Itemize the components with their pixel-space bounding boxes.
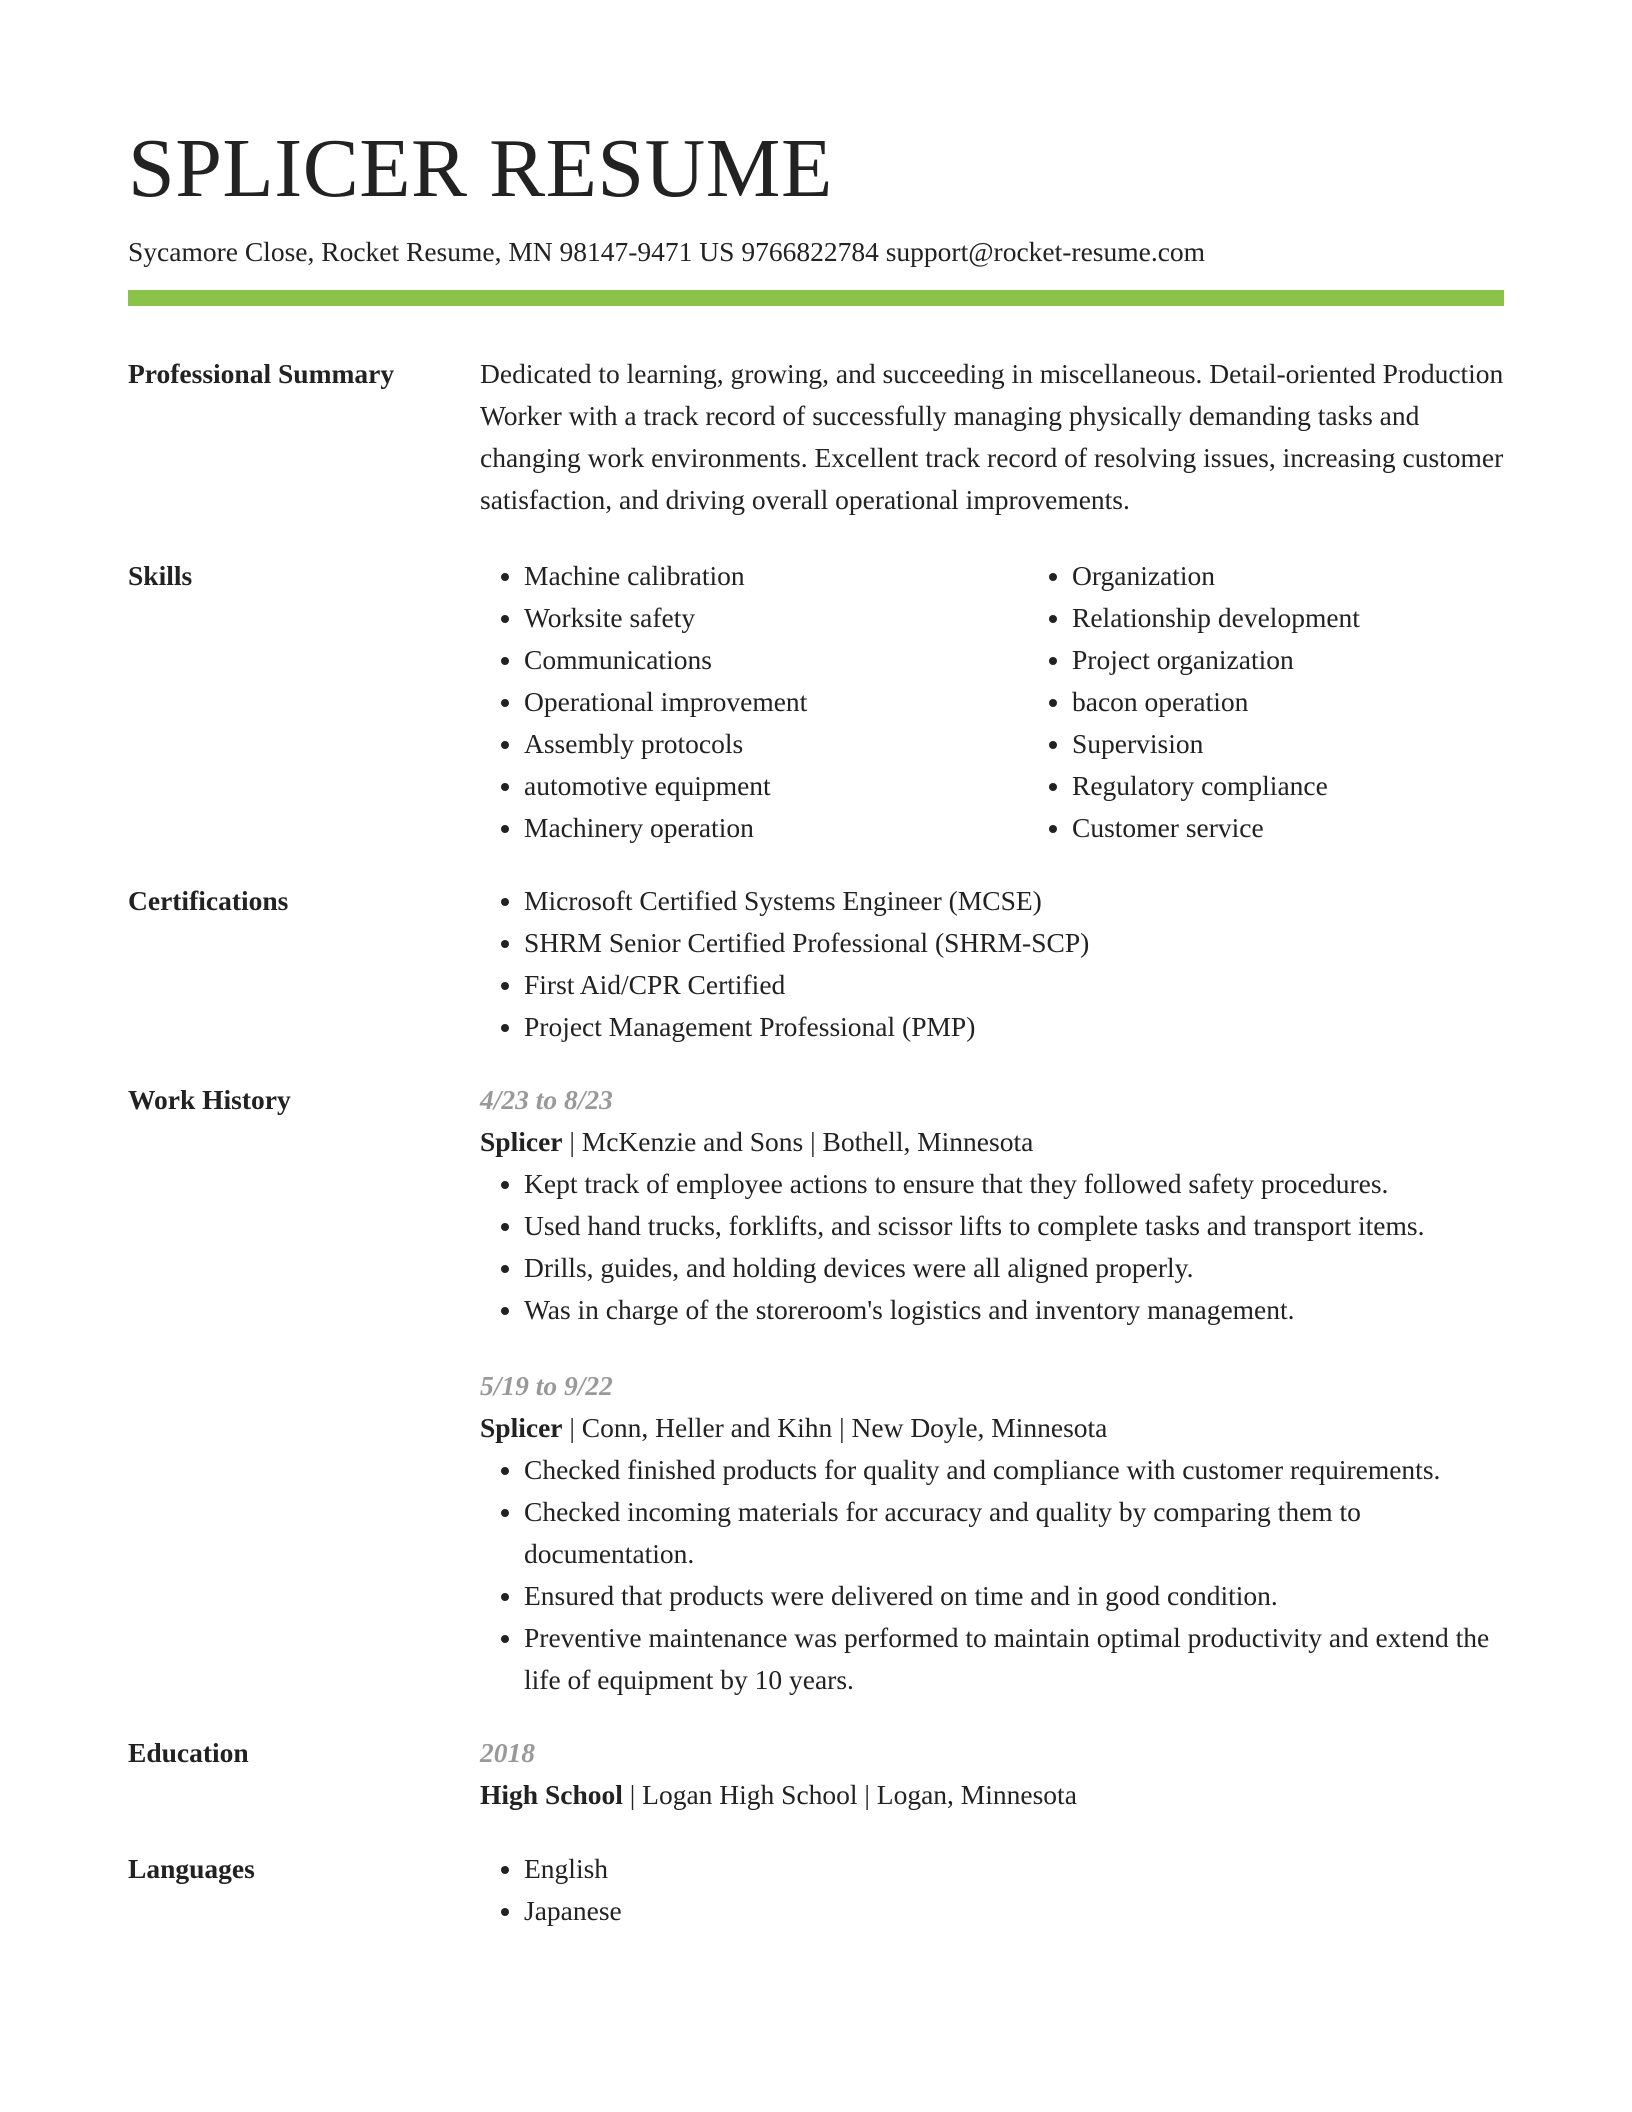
languages-section <box>128 1848 1504 1932</box>
section-label-work-history: Work History <box>128 1084 291 1115</box>
skill-item: • Worksite safety <box>524 597 1028 639</box>
section-label-education: Education <box>128 1737 249 1768</box>
certification-item: • SHRM Senior Certified Professional (SHRM-SCP) <box>524 922 1504 964</box>
job-bullet: • Ensured that products were delivered on time and in good condition. <box>524 1575 1504 1617</box>
job-bullet: • Used hand trucks, forklifts, and scissor lifts to complete tasks and transport items. <box>524 1205 1504 1247</box>
skill-item: • Relationship development <box>1072 597 1360 639</box>
skill-item: • automotive equipment <box>524 765 1028 807</box>
job-entry <box>480 1079 1504 1331</box>
job-bullet: • Preventive maintenance was performed to maintain optimal productivity and extend the life of equipment by 10 years. <box>524 1617 1504 1701</box>
skill-item: • Regulatory compliance <box>1072 765 1360 807</box>
languages-list <box>480 1848 1504 1932</box>
job-title: Splicer <box>480 1126 563 1157</box>
section-label-skills: Skills <box>128 560 193 591</box>
job-heading <box>480 1121 1504 1163</box>
job-dates: 5/19 to 9/22 <box>480 1370 613 1401</box>
education-date: 2018 <box>480 1737 535 1768</box>
education-degree: High School <box>480 1779 623 1810</box>
work-history-section <box>128 1079 1504 1701</box>
skill-item: • Communications <box>524 639 1028 681</box>
job-details: | Conn, Heller and Kihn | New Doyle, Minnesota <box>562 1412 1108 1443</box>
skill-item: • Assembly protocols <box>524 723 1028 765</box>
section-label-languages: Languages <box>128 1853 255 1884</box>
job-entry <box>480 1365 1504 1701</box>
skill-item: • Machine calibration <box>524 555 1028 597</box>
education-heading <box>480 1774 1504 1816</box>
job-dates: 4/23 to 8/23 <box>480 1084 613 1115</box>
skill-item: • bacon operation <box>1072 681 1360 723</box>
header-divider <box>128 290 1504 306</box>
skills-list-left <box>480 555 1028 849</box>
certifications-list <box>480 880 1504 1048</box>
contact-line: Sycamore Close, Rocket Resume, MN 98147-9471 US 9766822784 support@rocket-resume.com <box>128 236 1206 267</box>
job-bullet: • Drills, guides, and holding devices were all aligned properly. <box>524 1247 1504 1289</box>
education-section <box>128 1732 1504 1816</box>
section-label-summary: Professional Summary <box>128 358 395 389</box>
job-details: | McKenzie and Sons | Bothell, Minnesota <box>562 1126 1034 1157</box>
certification-item: • First Aid/CPR Certified <box>524 964 1504 1006</box>
job-bullets <box>480 1163 1504 1331</box>
education-details: | Logan High School | Logan, Minnesota <box>622 1779 1077 1810</box>
job-bullet: • Checked incoming materials for accuracy and quality by comparing them to documentation. <box>524 1491 1504 1575</box>
job-bullets <box>480 1449 1504 1701</box>
summary-section <box>128 353 1504 521</box>
job-bullet: • Checked finished products for quality and compliance with customer requirements. <box>524 1449 1504 1491</box>
skills-list-right <box>1028 555 1360 849</box>
certifications-section <box>128 880 1504 1048</box>
job-bullet: • Kept track of employee actions to ensure that they followed safety procedures. <box>524 1163 1504 1205</box>
skill-item: • Organization <box>1072 555 1360 597</box>
language-item: • Japanese <box>524 1890 1504 1932</box>
resume-title: SPLICER RESUME <box>128 122 833 215</box>
skill-item: • Customer service <box>1072 807 1360 849</box>
certification-item: • Project Management Professional (PMP) <box>524 1006 1504 1048</box>
summary-text: Dedicated to learning, growing, and succeeding in miscellaneous. Detail-oriented Production Worker with a track record of successfully managing physically demanding tasks and changing work environments. Excellent track record of resolving issues, increasing customer satisfaction, and driving overall operational improvements. <box>480 358 1504 515</box>
resume-page <box>128 0 1504 1932</box>
skills-section <box>128 555 1504 849</box>
skill-item: • Project organization <box>1072 639 1360 681</box>
job-heading <box>480 1407 1504 1449</box>
job-title: Splicer <box>480 1412 563 1443</box>
job-bullet: • Was in charge of the storeroom's logistics and inventory management. <box>524 1289 1504 1331</box>
section-label-certifications: Certifications <box>128 885 289 916</box>
certification-item: • Microsoft Certified Systems Engineer (MCSE) <box>524 880 1504 922</box>
skill-item: • Supervision <box>1072 723 1360 765</box>
language-item: • English <box>524 1848 1504 1890</box>
skill-item: • Machinery operation <box>524 807 1028 849</box>
skill-item: • Operational improvement <box>524 681 1028 723</box>
